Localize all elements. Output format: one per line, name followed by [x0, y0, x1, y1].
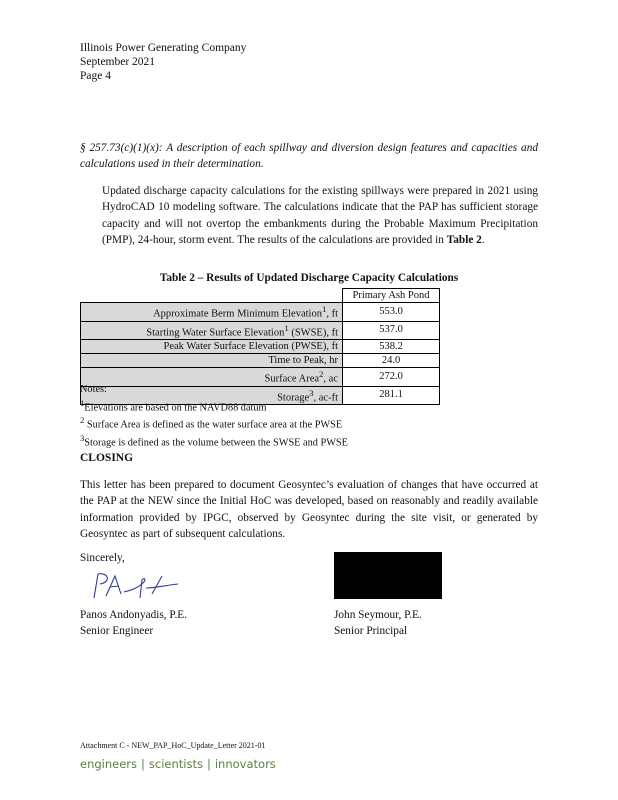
footnote-marker: 1	[321, 304, 327, 314]
table-row	[81, 340, 440, 354]
paragraph-end: .	[481, 234, 485, 247]
row-label: Peak Water Surface Elevation (PWSE), ft	[81, 340, 343, 354]
tagline-word: innovators	[214, 757, 276, 771]
row-value: 24.0	[343, 354, 440, 368]
signature-image	[88, 568, 183, 604]
discharge-paragraph	[102, 183, 538, 249]
signatory-left	[80, 607, 187, 639]
table-row	[81, 303, 440, 322]
footnote-marker: 2	[319, 369, 324, 379]
footnote-marker: 1	[284, 322, 289, 333]
row-value: 553.0	[343, 303, 440, 322]
letter-date: September 2021	[80, 56, 156, 68]
note-item: $^3$Storage is defined as the volume between the SWSE and PWSE	[80, 433, 348, 449]
page-number: Page 4	[80, 70, 111, 82]
row-label: Approximate Berm Minimum Elevation$^1$, ft	[81, 303, 343, 322]
footnote-marker: 3	[309, 387, 314, 398]
regulation-requirement: § 257.73(c)(1)(x): A description of each spillway and diversion design features and capacities and calculations used in their determination.	[80, 142, 538, 170]
signatory-title: Senior Principal	[334, 625, 408, 637]
notes-heading: Notes:	[80, 384, 107, 395]
row-label: Storage$^3$, ac-ft	[81, 386, 343, 405]
column-header: Primary Ash Pond	[343, 289, 440, 303]
table-title: Table 2 – Results of Updated Discharge Capacity Calculations	[159, 272, 459, 284]
signatory-name: Panos Andonyadis, P.E.	[80, 609, 188, 621]
row-label: Surface Area$^2$, ac	[81, 368, 343, 387]
salutation: Sincerely,	[80, 552, 125, 564]
row-value: 537.0	[343, 321, 440, 340]
letter-header	[80, 41, 246, 83]
table-corner	[81, 289, 343, 303]
company-tagline: engineers | scientists | innovators	[80, 757, 276, 771]
signatory-title: Senior Engineer	[80, 625, 154, 637]
row-value: 281.1	[343, 386, 440, 405]
tagline-word: scientists	[148, 757, 203, 771]
row-value: 538.2	[343, 340, 440, 354]
signatory-right	[334, 607, 422, 639]
note-item: $^1$Elevations are based on the NAVD88 datum	[80, 397, 267, 413]
table-header-row	[81, 289, 440, 303]
closing-paragraph: This letter has been prepared to document Geosyntec’s evaluation of changes that have occurred at the PAP at the NEW since the Initial HoC was developed, based on reasonably and readily available information provided by IPGC, observed by Geosyntec during the site visit, or generated by Geosyntec as part of subsequent calculations.	[80, 479, 538, 541]
note-item: $^2$ Surface Area is defined as the water surface area at the PWSE	[80, 415, 343, 431]
redacted-signature	[334, 552, 442, 599]
closing-heading: CLOSING	[80, 452, 134, 464]
table-reference: Table 2	[446, 234, 482, 247]
row-label: Starting Water Surface Elevation$^1$ (SWSE), ft	[81, 321, 343, 340]
footer-reference: Attachment C - NEW_PAP_HoC_Update_Letter 2021-01	[80, 741, 266, 750]
signatory-name: John Seymour, P.E.	[334, 609, 422, 621]
table-row	[81, 354, 440, 368]
row-label: Time to Peak, hr	[81, 354, 343, 368]
row-value: 272.0	[343, 368, 440, 387]
tagline-word: engineers	[80, 757, 138, 771]
table-row	[81, 321, 440, 340]
discharge-paragraph-text: Updated discharge capacity calculations for the existing spillways were prepared in 2021 using HydroCAD 10 modeling software. The calculations indicate that the PAP has sufficient storage capacity and will not overtop the embankments during the Probable Maximum Precipitation (PMP), 24-hour, storm event. The results of the calculations are provided in	[102, 185, 538, 247]
company-name: Illinois Power Generating Company	[80, 42, 247, 54]
table-notes	[80, 384, 348, 450]
